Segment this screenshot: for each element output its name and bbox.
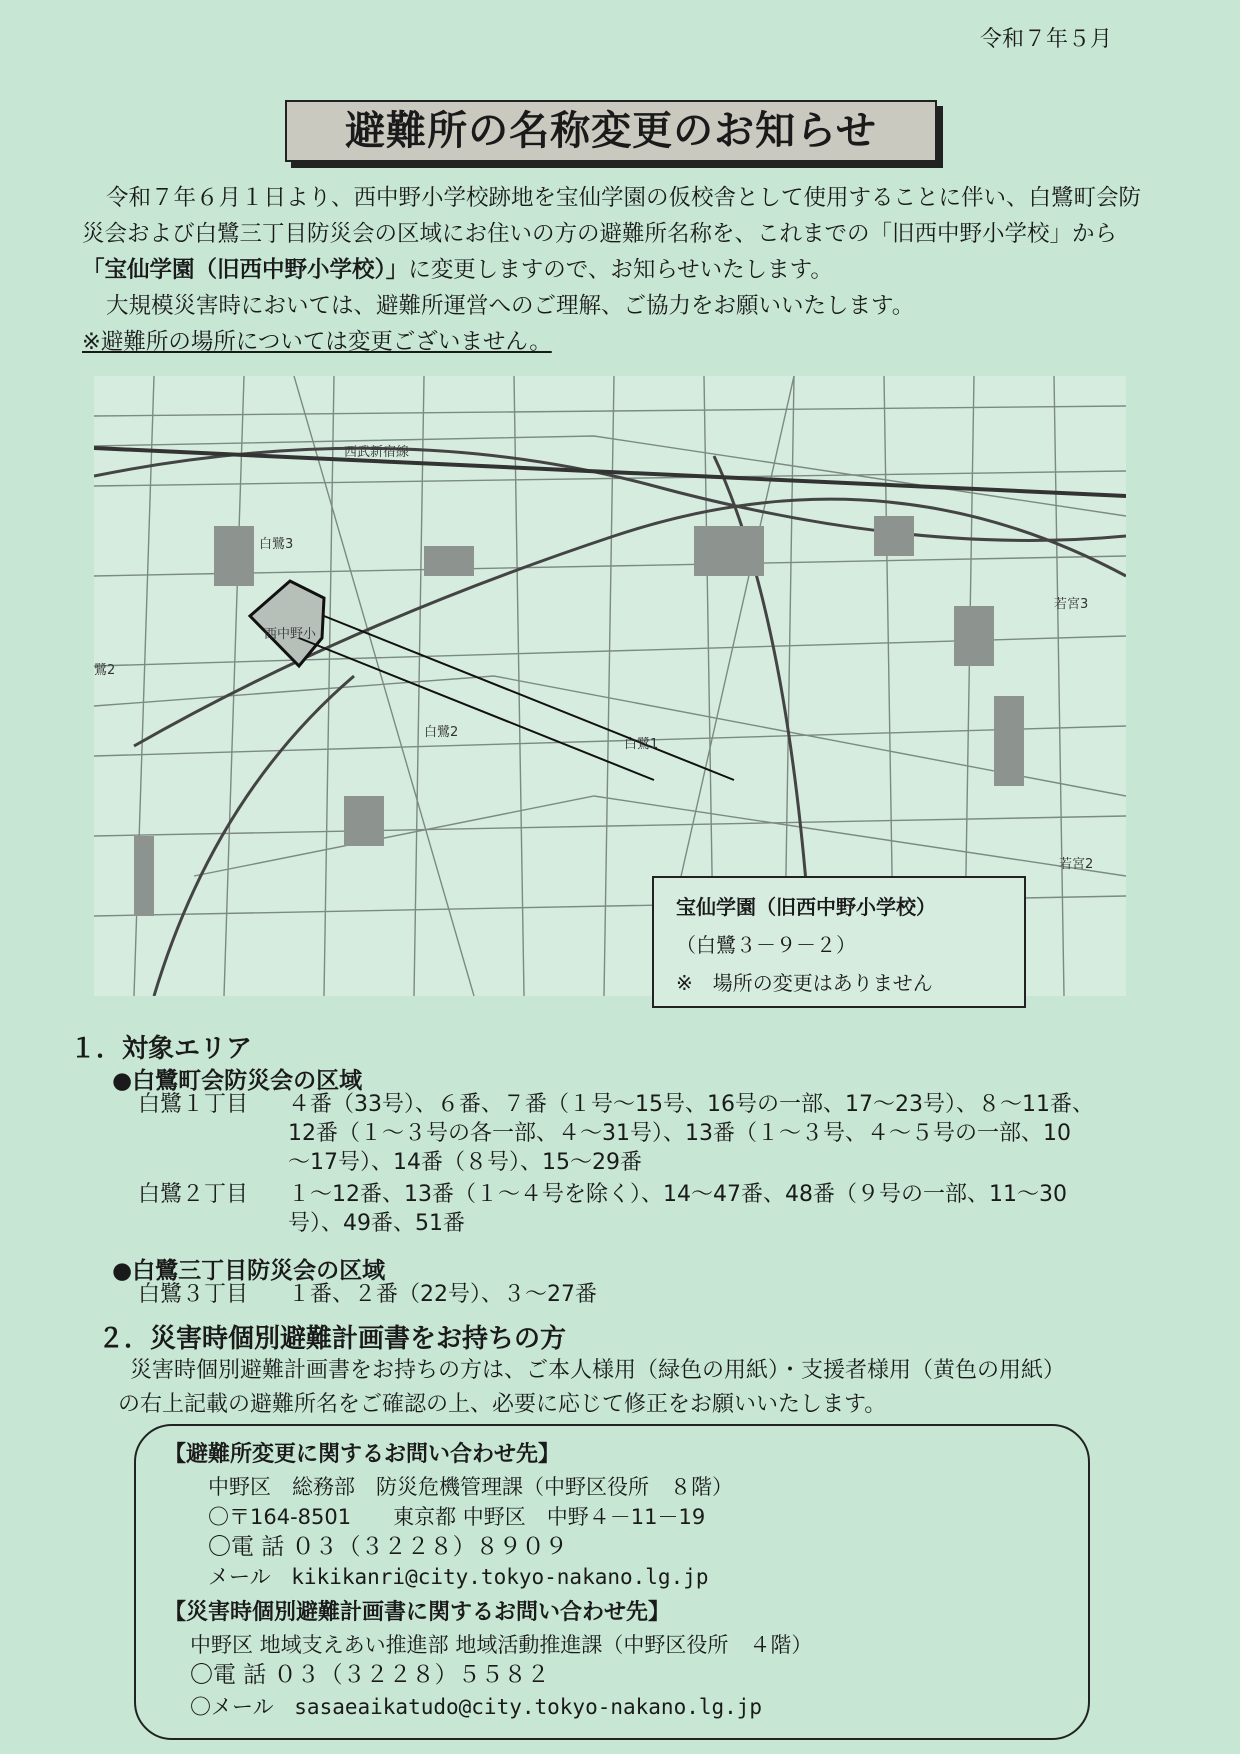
- contact-heading-1: 【避難所変更に関するお問い合わせ先】: [164, 1442, 561, 1467]
- map-label-wakamiya3: 若宮3: [1054, 597, 1089, 612]
- contact-mail-2-row: [190, 1692, 762, 1722]
- map-label-wakamiya2: 若宮2: [1059, 857, 1094, 872]
- intro-para1-bold: 「宝仙学園（旧西中野小学校）」: [82, 257, 409, 283]
- map-callout: [652, 876, 1026, 1008]
- contact-tel-2: 〇電 話 ０３（３２２８）５５８２: [190, 1662, 550, 1688]
- callout-pointer-line: [299, 638, 654, 780]
- group2-title: ●白鷺三丁目防災会の区域: [112, 1258, 386, 1284]
- row-value-chome1-line1: ４番（33号）、６番、７番（１号～15号、16号の一部、17～23号）、８～11番、: [288, 1092, 1094, 1117]
- row-value-chome1-line2: 12番（１～３号の各一部、４～31号）、13番（１～３号、４～５号の一部、10: [288, 1121, 1071, 1146]
- row-value-chome1-line3: ～17号）、14番（８号）、15～29番: [288, 1150, 642, 1175]
- row-label-chome2: 白鷺２丁目: [138, 1182, 249, 1207]
- map-label-sagi2: 鷺2: [94, 663, 116, 678]
- map-label-shirasagi3: 白鷺3: [259, 537, 294, 552]
- row-label-chome1: 白鷺１丁目: [138, 1092, 249, 1117]
- group2-rows: [0, 1280, 1240, 1310]
- contact-address: 〇〒164-8501 東京都 中野区 中野４－11－19: [208, 1505, 706, 1529]
- contact-mail-2[interactable]: sasaeaikatudo@city.tokyo-nakano.lg.jp: [294, 1695, 763, 1719]
- map-label-shirasagi2: 白鷺2: [424, 725, 459, 740]
- contact-tel-1: 〇電 話 ０３（３２２８）８９０９: [208, 1534, 568, 1560]
- contact-mail-1-row: [208, 1562, 709, 1592]
- contact-mail-1-label: メール: [208, 1565, 271, 1589]
- contact-heading-2: 【災害時個別避難計画書に関するお問い合わせ先】: [164, 1600, 671, 1625]
- intro-para1-a: 令和７年６月１日より、西中野小学校跡地を宝仙学園の仮校舎として使用することに伴い、白鷺町会防災会および白鷺三丁目防災会の区域にお住いの方の避難所名称を、これまでの「旧西中野小学校」から: [82, 185, 1142, 247]
- section2-line1: 災害時個別避難計画書をお持ちの方は、ご本人様用（緑色の用紙）・支援者様用（黄色の用紙）: [130, 1358, 1066, 1383]
- section2-heading: ２．災害時個別避難計画書をお持ちの方: [98, 1324, 567, 1354]
- row-value-chome3: １番、２番（22号）、３～27番: [288, 1282, 597, 1307]
- section2-body: [118, 1354, 1178, 1422]
- contact-mail-2-label: 〇メール: [190, 1695, 274, 1719]
- contact-dept-1: 中野区 総務部 防災危機管理課（中野区役所 ８階）: [208, 1475, 733, 1499]
- callout-address: （白鷺３－９－２）: [676, 933, 856, 957]
- intro-para1-c: に変更しますので、お知らせいたします。: [408, 257, 833, 283]
- contact-mail-1[interactable]: kikikanri@city.tokyo-nakano.lg.jp: [291, 1565, 709, 1589]
- callout-pointer-line-2: [324, 616, 734, 780]
- group1-rows: [0, 1090, 1240, 1240]
- contact-box: [134, 1424, 1090, 1740]
- map-label-shirasagi1: 白鷺1: [624, 737, 659, 752]
- row-label-chome3: 白鷺３丁目: [138, 1282, 249, 1307]
- railway-line: [94, 448, 1126, 496]
- map-label-railway: 西武新宿線: [344, 445, 410, 460]
- intro-text: [82, 180, 1162, 360]
- row-value-chome2-line2: 号）、49番、51番: [288, 1211, 465, 1236]
- intro-para2: 大規模災害時においては、避難所運営へのご理解、ご協力をお願いいたします。: [106, 293, 915, 319]
- section2-line2: の右上記載の避難所名をご確認の上、必要に応じて修正をお願いいたします。: [118, 1392, 887, 1417]
- callout-name: 宝仙学園（旧西中野小学校）: [676, 895, 936, 919]
- issue-date: 令和７年５月: [980, 27, 1113, 52]
- map-label-school: 西中野小: [264, 627, 317, 642]
- group1-title: ●白鷺町会防災会の区域: [112, 1068, 363, 1094]
- map-buildings: [134, 516, 1024, 916]
- callout-note: ※ 場所の変更はありません: [676, 971, 933, 995]
- page-title: 避難所の名称変更のお知らせ: [285, 100, 937, 162]
- row-value-chome2-line1: １～12番、13番（１～４号を除く）、14～47番、48番（９号の一部、11～30: [288, 1182, 1067, 1207]
- contact-dept-2: 中野区 地域支えあい推進部 地域活動推進課（中野区役所 ４階）: [190, 1633, 813, 1657]
- intro-note: ※避難所の場所については変更ございません。: [82, 329, 552, 355]
- section1-heading: １．対象エリア: [70, 1034, 253, 1064]
